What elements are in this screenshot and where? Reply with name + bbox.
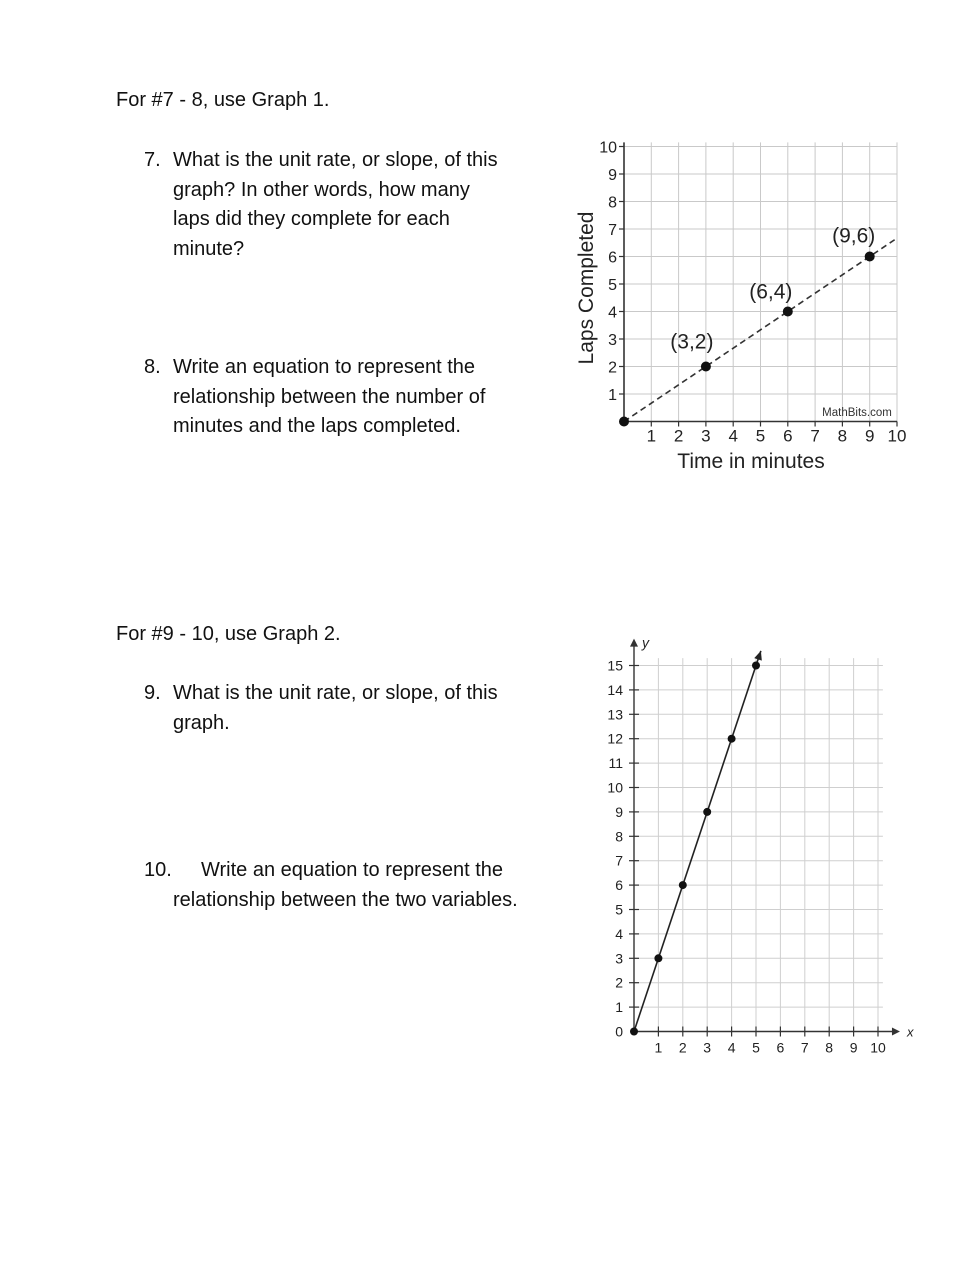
y-tick-label: 15: [607, 657, 623, 674]
x-tick-label: 9: [849, 1039, 858, 1056]
x-axis-arrow: [892, 1028, 900, 1036]
x-tick-label: 3: [703, 1039, 712, 1056]
y-tick-label: 3: [615, 950, 623, 967]
y-tick-label: 9: [608, 167, 617, 184]
q8-number: 8.: [144, 356, 161, 378]
q10-line: Write an equation to represent the: [201, 859, 504, 881]
point-label: (3,2): [670, 330, 714, 354]
x-tick-label: 8: [837, 426, 848, 446]
q8-line: Write an equation to represent the: [173, 356, 476, 378]
x-tick-label: 4: [727, 1039, 736, 1056]
q10-number: 10.: [144, 859, 172, 881]
section2-intro: For #9 - 10, use Graph 2.: [116, 623, 341, 645]
y-axis-arrow: [630, 639, 638, 647]
y-tick-label: 7: [608, 222, 617, 239]
x-tick-label: 2: [673, 426, 684, 446]
y-tick-label: 0: [615, 1023, 623, 1040]
y-axis-title: Laps Completed: [575, 211, 598, 365]
y-tick-label: 10: [607, 779, 623, 796]
x-tick-label: 1: [654, 1039, 663, 1056]
y-tick-label: 1: [608, 387, 617, 404]
q7-line: laps did they complete for each: [173, 208, 450, 230]
source-credit: MathBits.com: [822, 407, 892, 419]
x-axis-title: x: [906, 1024, 914, 1040]
data-point: [728, 735, 736, 743]
data-line: [634, 651, 761, 1032]
y-tick-label: 11: [608, 755, 623, 772]
y-tick-label: 5: [608, 277, 617, 294]
y-tick-label: 7: [615, 852, 623, 869]
x-tick-label: 7: [800, 1039, 809, 1056]
q8-line: relationship between the number of: [173, 385, 486, 408]
y-tick-label: 8: [608, 194, 617, 212]
q9-number: 9.: [144, 682, 161, 704]
y-tick-label: 12: [607, 730, 623, 747]
y-tick-label: 6: [615, 877, 623, 894]
x-tick-label: 1: [646, 426, 657, 446]
point-label: (6,4): [749, 280, 793, 304]
q7-line: What is the unit rate, or slope, of this: [173, 149, 498, 171]
x-tick-label: 5: [752, 1039, 760, 1056]
x-tick-label: 9: [864, 426, 875, 446]
x-tick-label: 7: [810, 426, 820, 446]
y-tick-label: 14: [607, 681, 623, 698]
x-tick-label: 5: [755, 426, 766, 446]
y-tick-label: 2: [608, 359, 617, 377]
y-tick-label: 4: [615, 925, 623, 942]
y-tick-label: 1: [615, 999, 623, 1016]
x-tick-label: 8: [825, 1039, 834, 1056]
x-tick-label: 2: [678, 1039, 687, 1056]
y-tick-label: 8: [615, 828, 623, 845]
data-line-arrow: [754, 651, 762, 661]
x-tick-label: 10: [887, 426, 907, 446]
x-axis-title: Time in minutes: [677, 450, 825, 473]
q7-line: minute?: [173, 237, 245, 260]
x-tick-label: 3: [701, 426, 711, 446]
point-label: (9,6): [832, 224, 876, 248]
y-tick-label: 4: [608, 304, 617, 322]
q9-line: What is the unit rate, or slope, of this: [173, 682, 498, 704]
y-tick-label: 9: [615, 803, 623, 820]
y-tick-label: 10: [599, 139, 617, 157]
q7-line: graph? In other words, how many: [173, 178, 470, 201]
x-tick-label: 6: [783, 426, 793, 446]
y-tick-label: 13: [607, 706, 623, 723]
q10-line: relationship between the two variables.: [173, 888, 518, 911]
y-tick-label: 2: [615, 974, 623, 991]
y-axis-title: y: [642, 634, 649, 651]
data-point: [654, 954, 662, 962]
data-point: [703, 808, 711, 816]
data-point: [630, 1028, 638, 1036]
q8-line: minutes and the laps completed.: [173, 415, 461, 437]
x-tick-label: 4: [728, 426, 738, 446]
q7-number: 7.: [144, 149, 161, 171]
data-point: [752, 662, 760, 670]
data-point: [679, 881, 687, 889]
y-tick-label: 3: [608, 332, 617, 349]
q9-line: graph.: [173, 711, 230, 734]
y-tick-label: 5: [615, 901, 623, 918]
x-tick-label: 10: [870, 1039, 886, 1056]
section1-intro: For #7 - 8, use Graph 1.: [116, 89, 330, 111]
x-tick-label: 6: [776, 1039, 785, 1056]
y-tick-label: 6: [608, 249, 617, 267]
